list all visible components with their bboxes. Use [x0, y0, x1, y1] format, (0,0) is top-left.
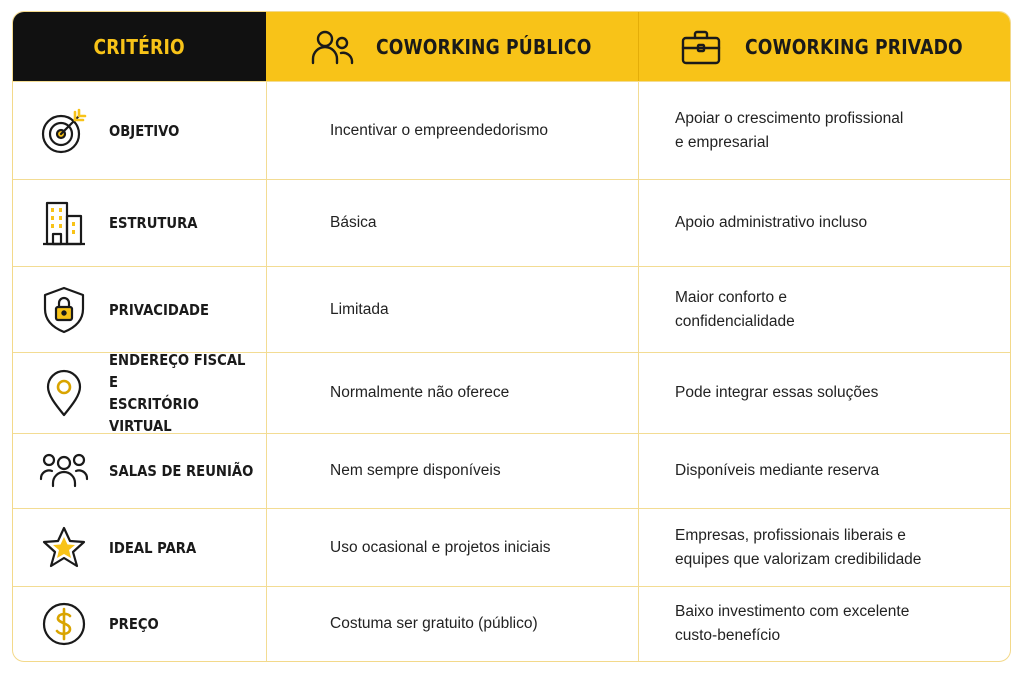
- publico-cell: [266, 267, 638, 352]
- criterio-cell: [13, 434, 266, 508]
- criterio-label: PREÇO: [109, 615, 159, 633]
- criterio-label: OBJETIVO: [109, 121, 180, 140]
- privado-cell: [638, 587, 1010, 661]
- table-row: [13, 586, 1010, 661]
- publico-value: Nem sempre disponíveis: [330, 462, 501, 479]
- criterio-cell: [13, 180, 266, 266]
- table-row: [13, 266, 1010, 352]
- criterio-label: IDEAL PARA: [109, 538, 197, 557]
- privado-value: Empresas, profissionais liberais e equipes que valorizam credibilidade: [675, 526, 922, 568]
- publico-cell: [266, 434, 638, 508]
- shield-lock-icon: [39, 285, 89, 335]
- table-row: [13, 508, 1010, 586]
- privado-cell: [638, 434, 1010, 508]
- criterio-label: ESTRUTURA: [109, 214, 198, 232]
- privado-cell: [638, 82, 1010, 179]
- privado-value: Maior conforto e confidencialidade: [675, 288, 795, 330]
- table-row: [13, 81, 1010, 179]
- map-pin-icon: [39, 368, 89, 418]
- publico-value: Normalmente não oferece: [330, 384, 510, 401]
- table-row: [13, 179, 1010, 266]
- privado-value: Baixo investimento com excelente custo-benefício: [675, 603, 910, 644]
- header-criterio: CRITÉRIO: [93, 34, 186, 59]
- table-row: [13, 433, 1010, 508]
- dollar-icon: [39, 599, 89, 649]
- header-privado: COWORKING PRIVADO: [745, 34, 963, 59]
- criterio-cell: [13, 267, 266, 352]
- building-icon: [39, 198, 89, 248]
- table-header: [13, 12, 1010, 81]
- criterio-label: PRIVACIDADE: [109, 300, 210, 319]
- privado-value: Apoiar o crescimento profissional e empresarial: [675, 109, 904, 151]
- publico-value: Uso ocasional e projetos iniciais: [330, 538, 551, 556]
- target-icon: [39, 106, 89, 156]
- privado-cell: [638, 180, 1010, 266]
- comparison-table: [12, 11, 1011, 662]
- privado-value: Disponíveis mediante reserva: [675, 462, 880, 479]
- criterio-cell: [13, 353, 266, 433]
- privado-cell: [638, 267, 1010, 352]
- privado-cell: [638, 353, 1010, 433]
- criterio-cell: [13, 82, 266, 179]
- header-privado-cell: [638, 12, 1010, 81]
- privado-value: Apoio administrativo incluso: [675, 214, 868, 231]
- privado-cell: [638, 509, 1010, 586]
- star-icon: [39, 523, 89, 573]
- criterio-label: SALAS DE REUNIÃO: [109, 462, 254, 480]
- publico-cell: [266, 509, 638, 586]
- publico-value: Básica: [330, 214, 377, 231]
- table-row: [13, 352, 1010, 433]
- criterio-cell: [13, 509, 266, 586]
- publico-cell: [266, 180, 638, 266]
- header-publico: COWORKING PÚBLICO: [376, 34, 592, 59]
- publico-cell: [266, 587, 638, 661]
- publico-value: Limitada: [330, 300, 389, 318]
- group-icon: [39, 446, 89, 496]
- publico-value: Costuma ser gratuito (público): [330, 615, 538, 632]
- header-publico-cell: [266, 12, 638, 81]
- briefcase-icon: [679, 27, 723, 67]
- people-icon: [310, 27, 354, 67]
- criterio-label: ENDEREÇO FISCAL E ESCRITÓRIO VIRTUAL: [109, 351, 246, 435]
- publico-value: Incentivar o empreendedorismo: [330, 121, 548, 139]
- privado-value: Pode integrar essas soluções: [675, 384, 879, 401]
- header-criterio-cell: [13, 12, 266, 81]
- publico-cell: [266, 82, 638, 179]
- publico-cell: [266, 353, 638, 433]
- criterio-cell: [13, 587, 266, 661]
